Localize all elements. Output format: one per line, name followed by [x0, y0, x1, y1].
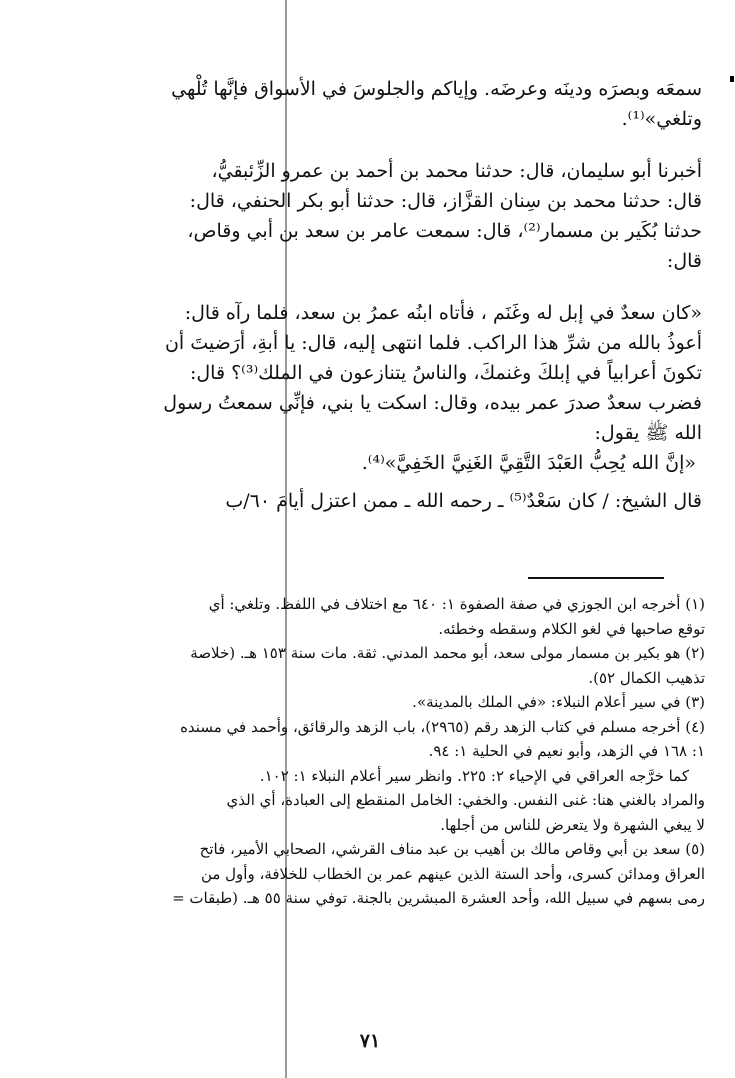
paragraph-1: سمعَه وبصرَه ودينَه وعرضَه. وإياكم والجلوسَ في الأسواق فإنَّها تُلْهي وتلغي»⁽¹⁾. [171, 78, 702, 130]
hadith-quote: «إنَّ الله يُحِبُّ العَبْدَ التَّقِيَّ الغَنِيَّ الخَفِيَّ»⁽⁴⁾. [361, 452, 696, 474]
footnote-5: (٥) سعد بن أبي وقاص مالك بن أهيب بن عبد مناف القرشي، الصحابي الأمير، فاتح العراق ومدائن كسرى، وأحد الستة الذين عينهم عمر بن الخطاب للخلافة، وأول من رمى بسهم في سبيل الله، وأحد العشرة المبشرين بالجنة. توفي سنة ٥٥ هـ. (طبقات = [172, 840, 705, 907]
page-number: ٧١ [359, 1030, 381, 1052]
paragraph-2: أخبرنا أبو سليمان، قال: حدثنا محمد بن أحمد بن عمرو الزِّئبقيُّ، قال: حدثنا محمد بن سِنان القزَّاز، قال: حدثنا أبو بكر الحنفي، قال: حدثنا بُكَير بن مسمار⁽²⁾، قال: سمعت عامر بن سعد بن أبي وقاص، قال: [187, 160, 702, 272]
footnote-divider [528, 577, 664, 579]
footnote-2: (٢) هو بكير بن مسمار مولى سعد، أبو محمد المدني. ثقة. مات سنة ١٥٣ هـ. (خلاصة تذهيب الكمال ٥٢). [190, 644, 705, 687]
paragraph-3: «كان سعدٌ في إبل له وغَنَم ، فأتاه ابنُه عمرُ بن سعد، فلما رآه قال: أعوذُ بالله من شرِّ هذا الراكب. فلما انتهى إليه، قال: يا أبةِ، أرَضيتَ أن تكونَ أعرابياً في إبلكَ وغنمكَ، والناسُ يتنازعون في الملك⁽³⁾؟ قال: فضرب سعدٌ صدرَ عمر بيده، وقال: اسكت يا بني، فإنِّي سمعتُ رسول الله ﷺ يقول: [163, 302, 702, 444]
footnotes [60, 592, 705, 911]
footnote-4-continued: كما خرَّجه العراقي في الإحياء ٢: ٢٢٥. وانظر سير أعلام النبلاء ١: ١٠٢. [259, 766, 689, 785]
main-text [66, 74, 702, 516]
footnote-4: (٤) أخرجه مسلم في كتاب الزهد رقم (٢٩٦٥)، باب الزهد والرقائق، وأحمد في مسنده ١: ١٦٨ في الزهد، وأبو نعيم في الحلية ١: ٩٤. [180, 717, 705, 760]
footnote-3: (٣) في سير أعلام النبلاء: «في الملك بالمدينة». [412, 693, 705, 711]
paragraph-5: قال الشيخ: / كان سَعْدٌ⁽⁵⁾ ـ رحمه الله ـ ممن اعتزل أيامَ ٦٠/ب [225, 490, 702, 512]
margin-mark [730, 76, 734, 82]
footnote-1: (١) أخرجه ابن الجوزي في صفة الصفوة ١: ٦٤٠ مع اختلاف في اللفظ. وتلغي: أي توقع صاحبها في لغو الكلام وسقطه وخطئه. [208, 595, 705, 638]
footnote-4-note: والمراد بالغني هنا: غنى النفس. والخفي: الخامل المنقطع إلى العبادة، أي الذي لا يبغي الشهرة ولا يتعرض للناس من أجلها. [226, 791, 705, 834]
